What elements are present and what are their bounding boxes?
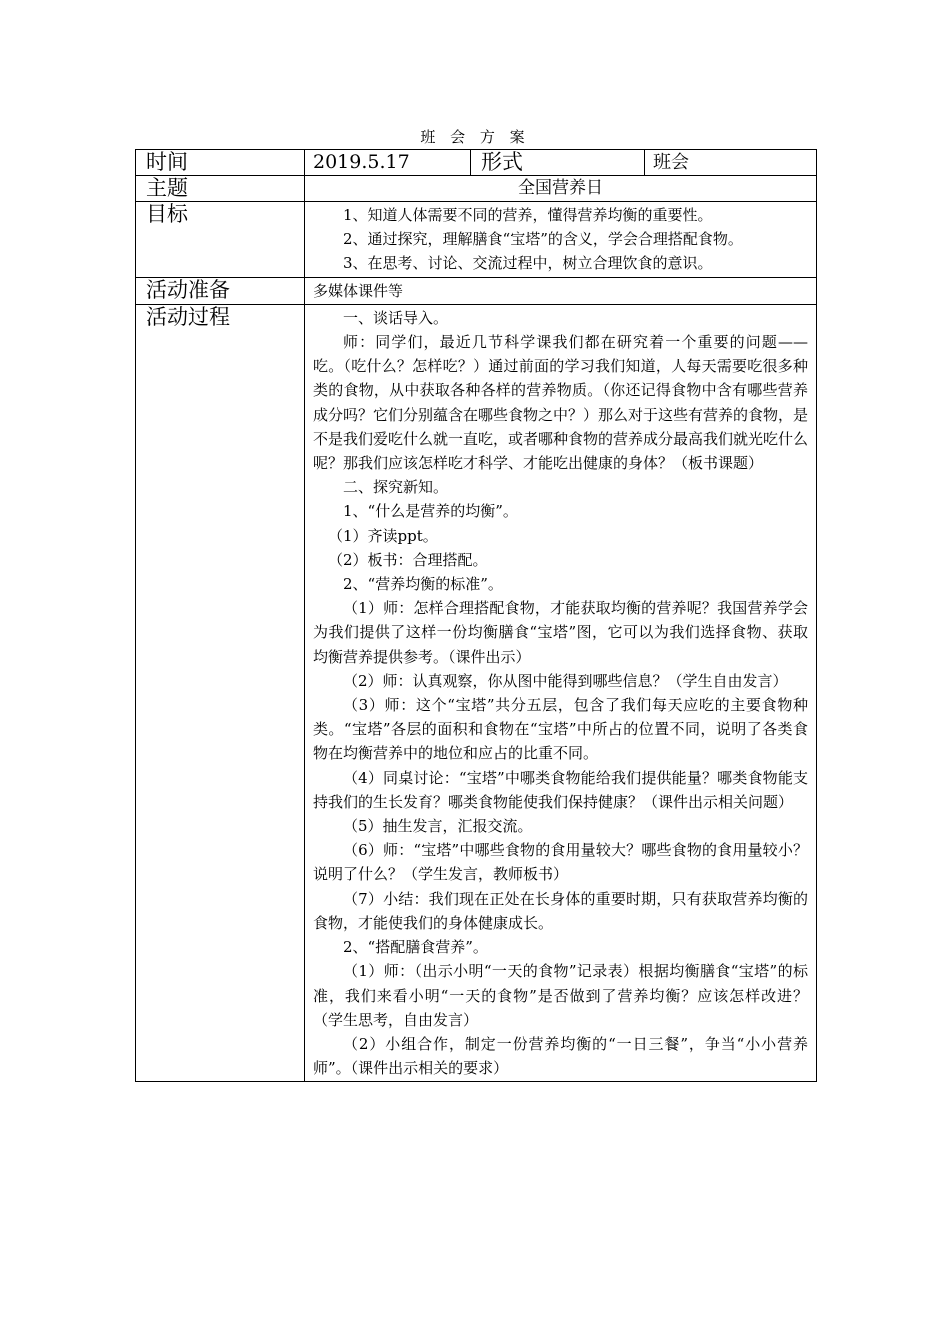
form-label: 形式: [471, 150, 645, 176]
row-time: [136, 150, 817, 176]
row-prep: [136, 277, 817, 304]
process-label: 活动过程: [136, 304, 305, 1082]
process-paragraph: （1）师：怎样合理搭配食物，才能获取均衡的营养呢？我国营养学会为我们提供了这样一份均衡膳食“宝塔”图，它可以为我们选择食物、获取均衡营养提供参考。（课件出示）: [313, 599, 808, 666]
goal-label: 目标: [136, 202, 305, 278]
goal-content: [305, 202, 817, 278]
document-title: 班 会 方 案: [420, 128, 530, 146]
goal-item: 2、通过探究，理解膳食“宝塔”的含义，学会合理搭配食物。: [343, 230, 743, 249]
goal-item: 1、知道人体需要不同的营养，懂得营养均衡的重要性。: [343, 206, 713, 224]
prep-value: 多媒体课件等: [305, 277, 817, 304]
process-paragraph: 2、“营养均衡的标准”。: [343, 575, 503, 594]
date-value: 2019.5.17: [305, 150, 471, 176]
prep-label: 活动准备: [136, 277, 305, 304]
form-value: 班会: [645, 150, 817, 176]
process-paragraph: （2）小组合作，制定一份营养均衡的“一日三餐”，争当“小小营养师”。（课件出示相关的要求）: [313, 1034, 808, 1078]
goal-item: 3、在思考、讨论、交流过程中，树立合理饮食的意识。: [343, 254, 713, 273]
process-paragraph: （3）师：这个“宝塔”共分五层，包含了我们每天应吃的主要食物种类。“宝塔”各层的面积和食物在“宝塔”中所占的位置不同，说明了各类食物在均衡营养中的地位和应占的比重不同。: [313, 696, 808, 763]
class-meeting-plan-table: [135, 149, 817, 1082]
topic-label: 主题: [136, 176, 305, 202]
process-content: [305, 304, 817, 1082]
process-paragraph: （2）师：认真观察，你从图中能得到哪些信息？（学生自由发言）: [343, 671, 788, 690]
row-process: [136, 304, 817, 1082]
process-paragraph: （4）同桌讨论：“宝塔”中哪类食物能给我们提供能量？哪类食物能支持我们的生长发育？哪类食物能使我们保持健康？（课件出示相关问题）: [313, 768, 808, 811]
process-paragraph: 2、“搭配膳食营养”。: [343, 938, 488, 957]
process-paragraph: （1）师：（出示小明“一天的食物”记录表）根据均衡膳食“宝塔”的标准，我们来看小明“一天的食物”是否做到了营养均衡？应该怎样改进？（学生思考，自由发言）: [313, 962, 808, 1029]
process-paragraph: （5）抽生发言，汇报交流。: [343, 817, 533, 836]
process-paragraph: （6）师：“宝塔”中哪些食物的食用量较大？哪些食物的食用量较小？说明了什么？（学生发言，教师板书）: [313, 841, 808, 884]
process-paragraph: 一、谈话导入。: [343, 308, 449, 327]
time-label: 时间: [136, 150, 305, 176]
process-paragraph: （2）板书：合理搭配。: [328, 550, 488, 569]
process-paragraph: （7）小结：我们现在正处在长身体的重要时期，只有获取营养均衡的食物，才能使我们的身体健康成长。: [313, 889, 808, 932]
process-paragraph: 二、探究新知。: [343, 478, 449, 497]
row-topic: [136, 176, 817, 202]
process-paragraph: （1）齐读ppt。: [328, 526, 438, 545]
topic-value: 全国营养日: [305, 176, 817, 202]
row-goal: [136, 202, 817, 278]
process-paragraph: 师：同学们，最近几节科学课我们都在研究着一个重要的问题——吃。（吃什么？怎样吃？）通过前面的学习我们知道，人每天需要吃很多种类的食物，从中获取各种各样的营养物质。（你还记得食物中含有哪些营养成分吗？它们分别蕴含在哪些食物之中？）那么对于这些有营养的食物，是不是我们爱吃什么就一直吃，或者哪种食物的营养成分最高我们就光吃什么呢？那我们应该怎样吃才科学、才能吃出健康的身体？（板书课题）: [313, 333, 809, 473]
process-paragraph: 1、“什么是营养的均衡”。: [343, 502, 518, 521]
